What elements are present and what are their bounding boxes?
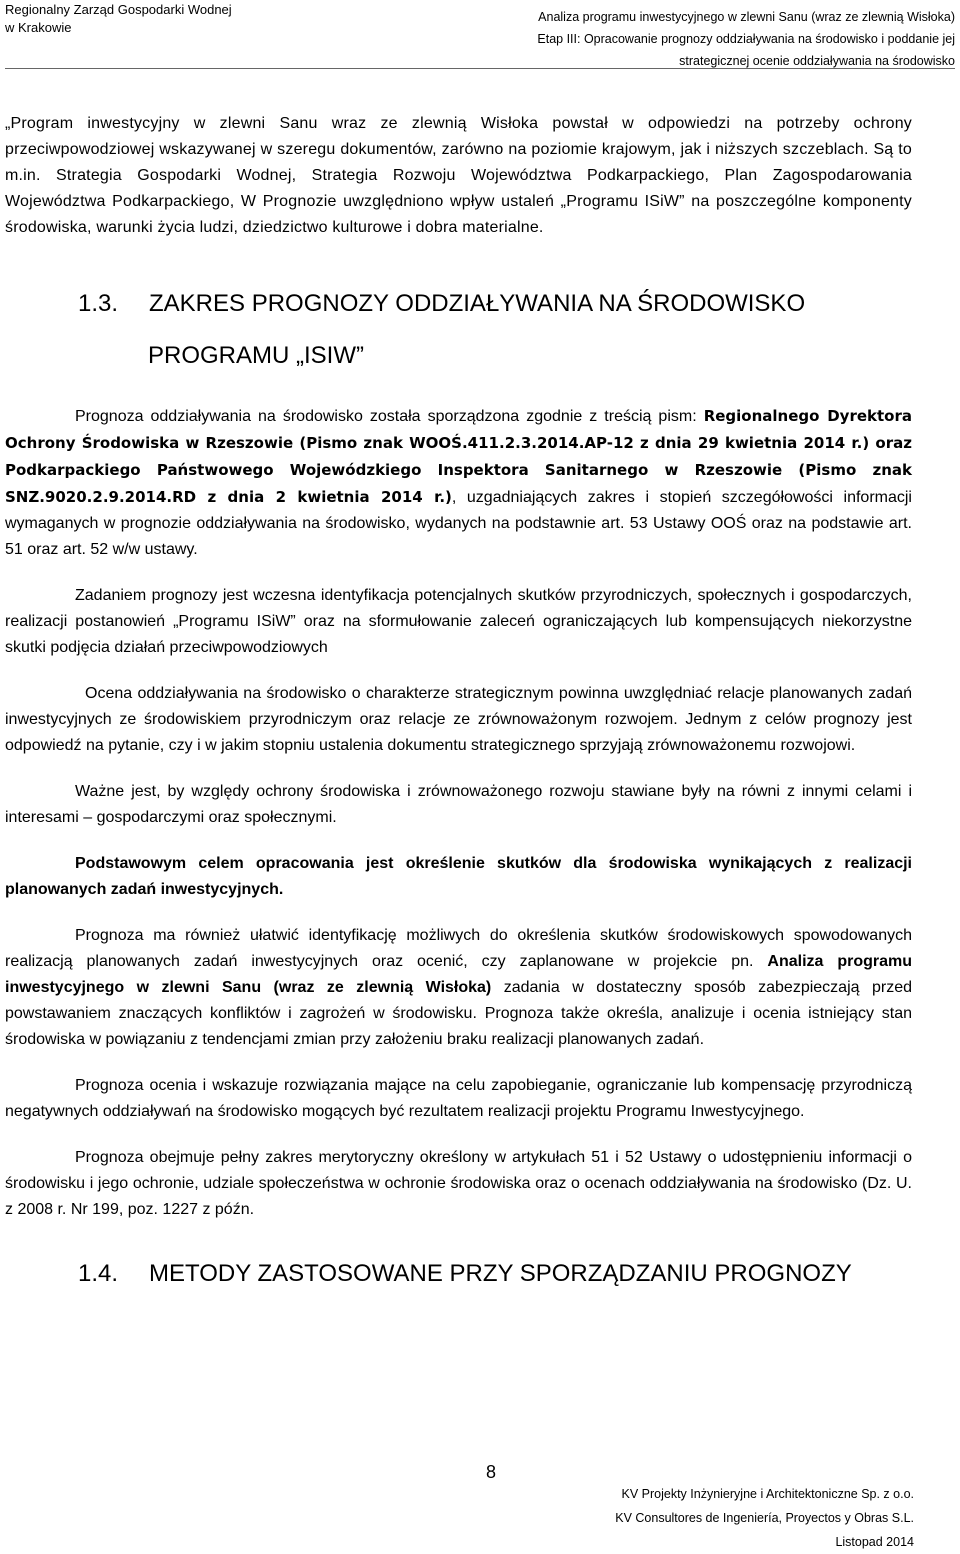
footer-company1: KV Projekty Inżynieryjne i Architektoniczne Sp. z o.o. — [621, 1487, 914, 1501]
section-subtitle: PROGRAMU „ISIW” — [148, 342, 364, 369]
footer-date: Listopad 2014 — [835, 1535, 914, 1549]
header-divider — [5, 68, 955, 69]
paragraph-text: zadania w dostateczny sposób zabezpieczają przed powstawaniem znaczących konfliktów i zagrożeń w środowisku. Prognoza także określa, analizuje i ocenia istniejący stan środowiska w powiązaniu z tendencjami zmian przy założeniu braku realizacji planowanych zadań. — [5, 979, 913, 1048]
page-number: 8 — [486, 1462, 497, 1482]
paragraph-text: , uzgadniających zakres i stopień szczegółowości informacji wymaganych w prognozie oddziaływania na środowisko, wydanych na podstawnie art. 53 Ustawy OOŚ oraz na podstawie art. 51 oraz art. 52 w/w ustawy. — [5, 489, 912, 558]
header-organization — [5, 1, 232, 37]
footer-companies — [615, 1482, 914, 1554]
section-title: METODY ZASTOSOWANE PRZY SPORZĄDZANIU PROGNOZY — [149, 1260, 852, 1287]
paragraph-bold-text: Analiza programu inwestycyjnego w zlewni Sanu (wraz ze zlewnią Wisłoka) — [5, 953, 913, 996]
section-heading-1-3 — [78, 289, 912, 319]
section-heading-1-4 — [78, 1259, 912, 1289]
footer-company2: KV Consultores de Ingeniería, Proyectos y Obras S.L. — [615, 1511, 914, 1525]
paragraph-scope: Prognoza obejmuje pełny zakres merytoryczny określony w artykułach 51 i 52 Ustawy o udostępnieniu informacji o środowisku i jego ochronie, udziale społeczeństwa w ochronie środowiska oraz o ocenach oddziaływania na środowisko (Dz. U. z 2008 r. Nr 199, poz. 1227 z późn. — [5, 1149, 912, 1218]
intro-paragraph: „Program inwestycyjny w zlewni Sanu wraz ze zlewnią Wisłoka powstał w odpowiedzi na potrzeby ochrony przeciwpowodziowej wskazywanej w szeregu dokumentów, zarówno na poziomie krajowym, jak i niższych szczeblach. Są to m.in. Strategia Gospodarki Wodnej, Strategia Rozwoju Województwa Podkarpackiego, Plan Zagospodarowania Województwa Podkarpackiego, W Prognozie uwzględniono wpływ ustaleń „Programu ISiW” na poszczególne komponenty środowiska, warunki życia ludzi, dziedzictwo kulturowe i dobra materialne. — [5, 115, 912, 236]
header-document-title — [537, 6, 955, 72]
section-number: 1.4. — [78, 1260, 119, 1287]
paragraph-identification — [5, 923, 912, 1053]
paragraph-text: Prognoza ma również ułatwić identyfikację możliwych do określenia skutków środowiskowych spowodowanych realizacją planowanych zadań inwestycyjnych oraz ocenić, czy zaplanowane w projekcie pn. — [5, 927, 912, 970]
section-title: ZAKRES PROGNOZY ODDZIAŁYWANIA NA ŚRODOWISKO — [149, 290, 806, 317]
paragraph-text: Prognoza oddziaływania na środowisko została sporządzona zgodnie z treścią pism: — [75, 408, 704, 425]
paragraph-assessment: Ocena oddziaływania na środowisko o charakterze strategicznym powinna uwzględniać relacje planowanych zadań inwestycyjnych ze środowiskiem przyrodniczym oraz relacje ze zrównoważonym rozwojem. Jednym z celów prognozy jest odpowiedź na pytanie, czy i w jakim stopniu ustalenia dokumentu strategicznego sprzyjają zrównoważonemu rozwojowi. — [5, 685, 912, 754]
header-org-line2: w Krakowie — [5, 20, 72, 35]
document-body — [5, 111, 912, 1289]
paragraph-task: Zadaniem prognozy jest wczesna identyfikacja potencjalnych skutków przyrodniczych, społecznych i gospodarczych, realizacji postanowień „Programu ISiW” oraz na sformułowanie zaleceń ograniczających lub kompensujących niekorzystne skutki podjęcia działań przeciwpowodziowych — [5, 587, 912, 656]
header-org-line1: Regionalny Zarząd Gospodarki Wodnej — [5, 2, 232, 17]
section-number: 1.3. — [78, 290, 119, 317]
paragraph-solutions: Prognoza ocenia i wskazuje rozwiązania mające na celu zapobieganie, ograniczanie lub kompensację przyrodniczą negatywnych oddziaływań na środowisko mogących być rezultatem realizacji projektu Programu Inwestycyjnego. — [5, 1077, 912, 1120]
header-title-line2: Etap III: Opracowanie prognozy oddziaływania na środowisko i poddanie jej — [537, 32, 955, 46]
header-title-line3: strategicznej ocenie oddziaływania na środowisko — [679, 54, 955, 68]
paragraph-legal-basis — [5, 403, 912, 563]
header-title-line1: Analiza programu inwestycyjnego w zlewni Sanu (wraz ze zlewnią Wisłoka) — [538, 10, 955, 24]
paragraph-main-goal: Podstawowym celem opracowania jest określenie skutków dla środowiska wynikających z realizacji planowanych zadań inwestycyjnych. — [5, 855, 912, 898]
paragraph-importance: Ważne jest, by względy ochrony środowiska i zrównoważonego rozwoju stawiane były na równi z innymi celami i interesami – gospodarczymi oraz społecznymi. — [5, 783, 912, 826]
paragraph-bold-text: Regionalnego Dyrektora Ochrony Środowiska w Rzeszowie (Pismo znak WOOŚ.411.2.3.2014.AP-12 z dnia 29 kwietnia 2014 r.) oraz Podkarpackiego Państwowego Wojewódzkiego Inspektora Sanitarnego w Rzeszowie (Pismo znak SNZ.9020.2.9.2014.RD z dnia 2 kwietnia 2014 r.) — [5, 407, 912, 506]
